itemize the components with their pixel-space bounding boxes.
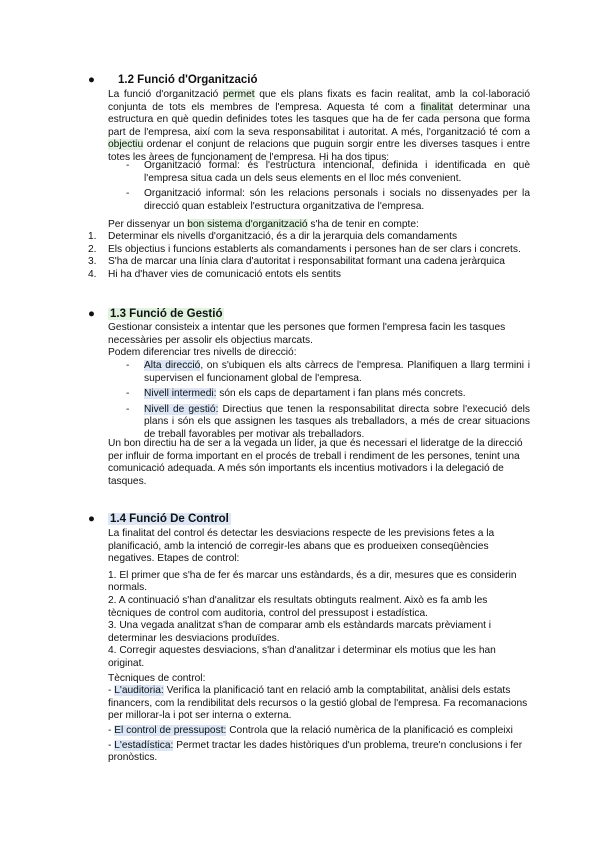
organitzacio-types bbox=[108, 160, 530, 213]
text-run: determinar una estructura en què quedin definides totes les tasques que ha de fer cada persona que forma part de l'empresa, així com la seva responsabilitat i autoritat. A més, l'organització té com a bbox=[108, 101, 530, 138]
gestio-outro: Un bon directiu ha de ser a la vegada un líder, ja que és necessari el lideratge de la direcció per influir de forma important en el procés de treball i rendiment de les persones, tenint una comunicació adequada. A més són importants els incentius motivadors i la delegació de tasques. bbox=[108, 438, 523, 487]
list-item: - El control de pressupost: Controla que la relació numèrica de la planificació es compleixi bbox=[108, 724, 513, 736]
highlight: El control de pressupost: bbox=[114, 724, 227, 736]
highlight: permet bbox=[222, 89, 255, 100]
list-item: - L'estadística: Permet tractar les dades històriques d'un problema, treure'n conclusions i fer pronòstics. bbox=[108, 739, 523, 764]
list-item: - Organització informal: són les relacions personals i socials no dissenyades per la direcció quan estableix l'estructura organitzativa de l'empresa. bbox=[126, 188, 530, 212]
section-heading-organitzacio bbox=[88, 73, 259, 87]
list-item: - L'auditoria: Verifica la planificació tant en relació amb la comptabilitat, anàlisi dels estats financers, com la rendibilitat dels recursos o la gestió global de l'empresa. Fa recomanacions per millorar-la i pot ser interna o externa. bbox=[108, 685, 528, 722]
bullet: ● bbox=[88, 74, 95, 86]
control-intro: La finalitat del control és detectar les desviacions respecte de les previsions fetes a la planificació, amb la intenció de corregir-les abans que es produeixen conseqüències negatives. Etapes de control: bbox=[108, 528, 495, 565]
list-item: 4. Corregir aquestes desviacions, s'han d'analitzar i determinar els motius que les han originat. bbox=[108, 645, 496, 669]
gestio-levels bbox=[108, 360, 530, 442]
highlight: L'estadística: bbox=[114, 739, 174, 751]
list-item: 3. S'ha de marcar una línia clara d'autoritat i responsabilitat formant una cadena jeràrquica bbox=[88, 256, 505, 268]
highlight: Nivell de gestió: bbox=[144, 403, 219, 415]
highlight: finalitat bbox=[420, 101, 453, 113]
gestio-intro: Gestionar consisteix a intentar que les persones que formen l'empresa facin les tasques necessàries per assolir els objectius marcats. Podem diferenciar tres nivells de direcció: bbox=[108, 322, 506, 359]
text-run: ordenar el conjunt de relacions que puguin sorgir entre les diverses tasques i entre totes les àrees de funcionament de l'empresa. Hi ha dos tipus: bbox=[108, 139, 530, 163]
highlight: L'auditoria: bbox=[114, 685, 164, 697]
text-run: La funció d'organització bbox=[108, 89, 223, 100]
list-item: - Alta direcció, on s'ubiquen els alts càrrecs de l'empresa. Planifiquen a llarg termini i supervisen el funcionament global de l'empresa. bbox=[126, 360, 530, 384]
section-heading-control bbox=[88, 512, 231, 526]
section-title: 1.4 Funció De Control bbox=[110, 513, 229, 525]
intro-paragraph bbox=[108, 89, 530, 165]
highlight: Nivell intermedi: bbox=[144, 388, 217, 400]
list-item: - Nivell intermedi: són els caps de departament i fan plans més concrets. bbox=[126, 388, 466, 400]
highlight: Alta direcció bbox=[144, 360, 201, 371]
highlight: objectiu bbox=[108, 139, 144, 151]
section-title: 1.3 Funció de Gestió bbox=[110, 308, 223, 320]
section-title: 1.2 Funció d'Organització bbox=[118, 74, 258, 86]
text-run: que els plans fixats es facin realitat, amb la col·laboració conjunta de tots els membres de l'empresa. Aquesta té com a bbox=[108, 89, 530, 113]
list-item: 4. Hi ha d'haver vies de comunicació entots els sentits bbox=[88, 268, 341, 280]
bullet: ● bbox=[88, 513, 95, 525]
design-line: Per dissenyar un bon sistema d'organització s'ha de tenir en compte: bbox=[108, 219, 419, 230]
list-item: - Organització formal: és l'estructura intencional, definida i identificada en què l'empresa situa cada un dels seus elements en el lloc més convenient. bbox=[126, 160, 530, 184]
section-heading-gestio bbox=[88, 307, 224, 321]
list-item: 2. Els objectius i funcions establerts als comandaments i persones han de ser clars i concrets. bbox=[88, 243, 521, 255]
organitzacio-intro bbox=[108, 89, 530, 165]
design-steps-list bbox=[88, 231, 530, 281]
bullet: ● bbox=[88, 308, 95, 320]
list-item: 1. El primer que s'ha de fer és marcar uns estàndards, és a dir, mesures que es considerin normals. bbox=[108, 569, 517, 594]
list-item: 1. Determinar els nivells d'organització, és a dir la jerarquia dels comandaments bbox=[88, 231, 458, 242]
highlight: bon sistema d'organització bbox=[187, 219, 308, 230]
techniques-title: Tècniques de control: bbox=[108, 672, 206, 684]
list-item: 2. A continuació s'han d'analitzar els resultats obtinguts realment. Això es fa amb les tècniques de control com auditoria, control del pressupost i estadística. bbox=[108, 594, 488, 619]
list-item: 3. Una vegada analitzat s'han de comparar amb els estàndards marcats prèviament i determinar les desviacions produïdes. bbox=[108, 620, 492, 644]
control-body bbox=[108, 528, 530, 765]
list-item: - Nivell de gestió: Directius que tenen la responsabilitat directa sobre l'execució dels plans i són els que assignen les tasques als treballadors, a més de crear situacions de treball favorables per motivar als treballadors. bbox=[126, 403, 530, 440]
